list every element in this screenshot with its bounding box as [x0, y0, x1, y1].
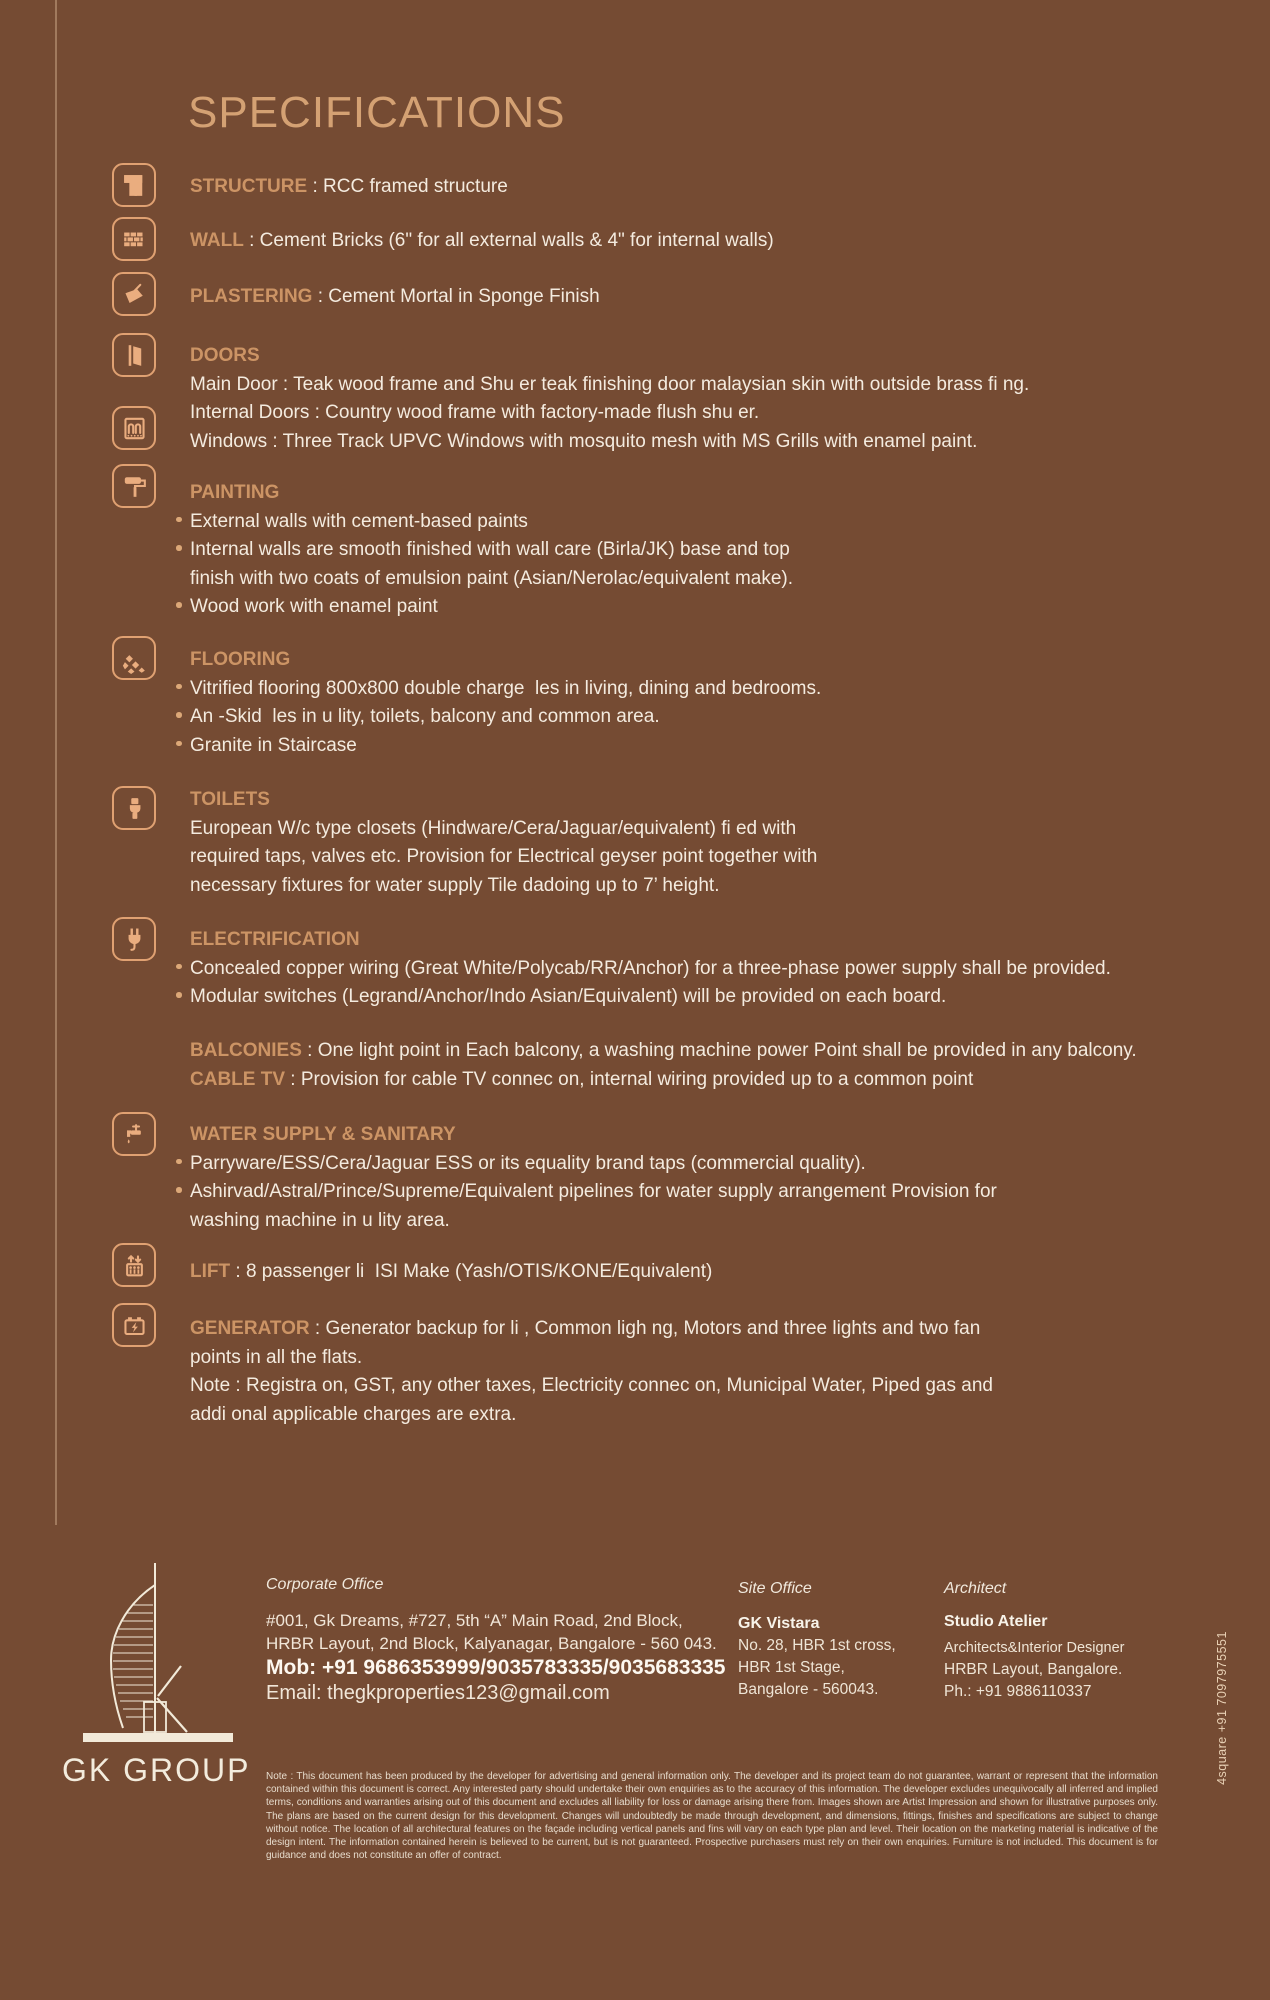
- bullet-icon: [176, 517, 182, 523]
- left-rule: [55, 0, 57, 1525]
- water-bullet: Parryware/ESS/Cera/Jaguar ESS or its equality brand taps (commercial quality).: [190, 1150, 997, 1179]
- section-flooring: [190, 646, 821, 760]
- bullet-icon: [176, 712, 182, 718]
- flooring-heading: FLOORING: [190, 649, 291, 670]
- bullet-icon: [176, 741, 182, 747]
- painting-heading: PAINTING: [190, 482, 280, 503]
- corporate-address-line1: #001, Gk Dreams, #727, 5th “A” Main Road, 2nd Block,: [266, 1611, 683, 1630]
- section-lift: [190, 1258, 712, 1287]
- bullet-icon: [176, 545, 182, 551]
- gk-group-logo: [55, 1550, 255, 1750]
- section-structure: [190, 173, 508, 202]
- generator-line: GENERATOR : Generator backup for li , Common ligh ng, Motors and three lights and two fan: [190, 1318, 981, 1339]
- generator-note: Note : Registra on, GST, any other taxes, Electricity connec on, Municipal Water, Piped gas and: [190, 1375, 993, 1396]
- toilet-icon: [112, 786, 156, 830]
- section-painting: [190, 479, 793, 622]
- architect-name: Studio Atelier: [944, 1613, 1048, 1630]
- toilets-text: necessary fixtures for water supply Tile dadoing up to 7’ height.: [190, 874, 720, 896]
- site-address-line: Bangalore - 560043.: [738, 1681, 879, 1698]
- site-office-block: [738, 1580, 896, 1701]
- doors-main-door: Main Door : Teak wood frame and Shu er teak finishing door malaysian skin with outside brass fi ng.: [190, 373, 1030, 395]
- section-balconies-cabletv: [190, 1037, 1137, 1094]
- paint-roller-icon: [112, 464, 156, 508]
- plaster-trowel-icon: [112, 272, 156, 316]
- generator-battery-icon: [112, 1303, 156, 1347]
- cabletv-heading: CABLE TV: [190, 1068, 285, 1090]
- balconies-heading: BALCONIES: [190, 1040, 302, 1061]
- bullet-icon: [176, 992, 182, 998]
- flooring-bullet: Vitrified flooring 800x800 double charge les in living, dining and bedrooms.: [190, 675, 821, 704]
- section-doors: [190, 342, 1029, 456]
- lift-line: LIFT : 8 passenger li ISI Make (Yash/OTIS/KONE/Equivalent): [190, 1261, 713, 1282]
- water-tap-icon: [112, 1112, 156, 1156]
- corporate-office-block: [266, 1576, 725, 1707]
- generator-note: addi onal applicable charges are extra.: [190, 1403, 517, 1425]
- bullet-icon: [176, 1159, 182, 1165]
- balconies-line: BALCONIES : One light point in Each balcony, a washing machine power Point shall be provided in any balcony.: [190, 1040, 1137, 1061]
- toilets-text: required taps, valves etc. Provision for Electrical geyser point together with: [190, 846, 818, 867]
- plastering-heading: PLASTERING: [190, 286, 313, 307]
- corporate-email: Email: thegkproperties123@gmail.com: [266, 1682, 610, 1704]
- doors-internal: Internal Doors : Country wood frame with factory-made flush shu er.: [190, 402, 760, 423]
- door-icon: [112, 333, 156, 377]
- section-electrification: [190, 926, 1111, 1012]
- plastering-line: PLASTERING : Cement Mortal in Sponge Finish: [190, 286, 600, 307]
- agency-side-tag: 4square +91 7097975551: [1215, 1631, 1229, 1785]
- architect-line: Architects&Interior Designer: [944, 1640, 1125, 1656]
- site-address-line: HBR 1st Stage,: [738, 1659, 845, 1676]
- bullet-icon: [176, 684, 182, 690]
- structure-heading: STRUCTURE: [190, 176, 308, 197]
- water-supply-heading: WATER SUPPLY & SANITARY: [190, 1124, 456, 1145]
- wall-heading: WALL: [190, 230, 244, 251]
- structure-beam-icon: [112, 163, 156, 207]
- structure-line: STRUCTURE : RCC framed structure: [190, 176, 508, 197]
- disclaimer-note: Note : This document has been produced by the developer for advertising and general information only. The developer and its project team do not guarantee, warrant or represent that the information contained within this document is correct. Any interested party should undertake their own enquiries as to the accuracy of this information. The developer excludes unequivocally all inferred and implied terms, conditions and warranties arising out of this document and excludes all liability for loss or damage arising there from. Images shown are Artist Impression and shown for illustrative purposes only. The plans are based on the current design for this development. Changes will undoubtedly be made through development, and dimensions, fittings, finishes and specifications are subject to change without notice. The location of all architectural features on the façade including vertical panels and fins will vary on each type plan and level. Their location on the marketing material is indicative of the design intent. The information contained herein is believed to be current, but is not guaranteed. Prospective purchasers must rely on their own enquiries. Furniture is not included. This document is for guidance and does not constitute an offer of contract.: [266, 1771, 1158, 1862]
- window-icon: [112, 406, 156, 450]
- brick-wall-icon: [112, 217, 156, 261]
- architect-line: HRBR Layout, Bangalore.: [944, 1661, 1123, 1678]
- water-continuation: washing machine in u lity area.: [190, 1209, 450, 1231]
- generator-continuation: points in all the flats.: [190, 1346, 363, 1368]
- painting-bullet: Internal walls are smooth finished with wall care (Birla/JK) base and top: [190, 536, 793, 565]
- site-office-name: GK Vistara: [738, 1615, 820, 1632]
- floor-tiles-icon: [112, 636, 156, 680]
- electrification-bullet: Modular switches (Legrand/Anchor/Indo Asian/Equivalent) will be provided on each board.: [190, 983, 1111, 1012]
- doors-windows: Windows : Three Track UPVC Windows with mosquito mesh with MS Grills with enamel paint.: [190, 430, 978, 452]
- page-title: SPECIFICATIONS: [188, 88, 566, 137]
- lift-heading: LIFT: [190, 1261, 231, 1282]
- architect-block: [944, 1580, 1125, 1703]
- painting-bullet: External walls with cement-based paints: [190, 508, 793, 537]
- section-toilets: [190, 786, 817, 900]
- generator-heading: GENERATOR: [190, 1318, 310, 1339]
- painting-continuation: finish with two coats of emulsion paint (Asian/Nerolac/equivalent make).: [190, 567, 794, 589]
- corporate-office-heading: Corporate Office: [266, 1576, 384, 1593]
- flooring-bullet: An -Skid les in u lity, toilets, balcony and common area.: [190, 703, 821, 732]
- electrification-bullet: Concealed copper wiring (Great White/Polycab/RR/Anchor) for a three-phase power supply shall be provided.: [190, 955, 1111, 984]
- wall-line: WALL : Cement Bricks (6" for all external walls & 4" for internal walls): [190, 230, 774, 251]
- lift-icon: [112, 1243, 156, 1287]
- architect-phone: Ph.: +91 9886110337: [944, 1683, 1092, 1700]
- section-water-supply: [190, 1121, 997, 1235]
- bullet-icon: [176, 964, 182, 970]
- power-plug-icon: [112, 917, 156, 961]
- site-address-line: No. 28, HBR 1st cross,: [738, 1637, 896, 1654]
- section-wall: [190, 227, 774, 256]
- corporate-mobile: Mob: +91 9686353999/9035783335/9035683335: [266, 1656, 726, 1679]
- doors-heading: DOORS: [190, 345, 260, 366]
- water-bullet: Ashirvad/Astral/Prince/Supreme/Equivalent pipelines for water supply arrangement Provision for: [190, 1178, 997, 1207]
- bullet-icon: [176, 602, 182, 608]
- painting-bullet: Wood work with enamel paint: [190, 593, 793, 622]
- cabletv-line: CABLE TV : Provision for cable TV connec on, internal wiring provided up to a common point: [190, 1068, 974, 1090]
- architect-heading: Architect: [944, 1580, 1007, 1597]
- section-plastering: [190, 283, 600, 312]
- section-generator: [190, 1315, 993, 1429]
- corporate-address-line2: HRBR Layout, 2nd Block, Kalyanagar, Bangalore - 560 043.: [266, 1634, 717, 1653]
- toilets-heading: TOILETS: [190, 789, 270, 810]
- electrification-heading: ELECTRIFICATION: [190, 929, 360, 950]
- toilets-text: European W/c type closets (Hindware/Cera/Jaguar/equivalent) fi ed with: [190, 817, 797, 839]
- gk-group-logo-text: GK GROUP: [62, 1752, 251, 1788]
- site-office-heading: Site Office: [738, 1580, 812, 1597]
- flooring-bullet: Granite in Staircase: [190, 732, 821, 761]
- bullet-icon: [176, 1187, 182, 1193]
